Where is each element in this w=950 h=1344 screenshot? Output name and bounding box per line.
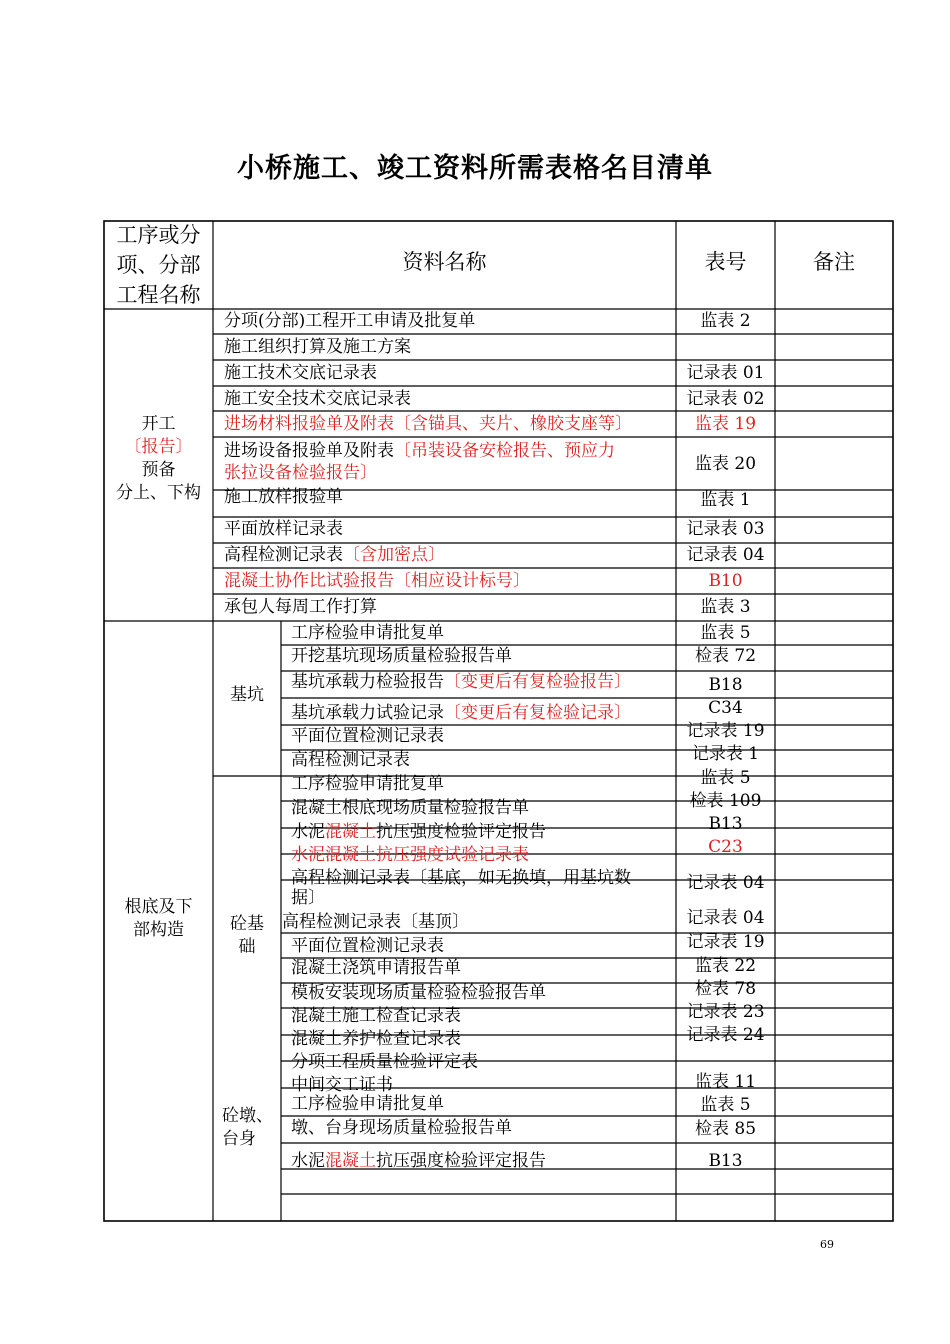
form-code: 监表 22: [694, 956, 757, 976]
form-code: 监表 19: [694, 414, 757, 434]
header-document-name: 资料名称: [402, 250, 487, 274]
table-row: 高程检测记录表〔含加密点〕: [224, 545, 445, 565]
form-code: 记录表 19: [686, 932, 765, 952]
table-row: 混凝土浇筑申请报告单: [291, 958, 461, 978]
form-code: 记录表 01: [686, 363, 765, 383]
form-code: 记录表 23: [686, 1002, 765, 1022]
table-row: 模板安装现场质量检验检验报告单: [291, 983, 546, 1003]
form-code: 检表 109: [689, 791, 762, 811]
table-row: 高程检测记录表〔基底，如无换填，用基坑数: [291, 868, 631, 888]
table-row: 施工安全技术交底记录表: [224, 389, 411, 409]
form-code: 监表 5: [700, 1095, 751, 1115]
table-row: 混凝土协作比试验报告〔相应设计标号〕: [224, 571, 530, 591]
table-row: 平面位置检测记录表: [291, 726, 444, 746]
table-row: 中间交工证书: [291, 1075, 393, 1095]
form-code: 检表 78: [694, 979, 757, 999]
form-code: 记录表 03: [686, 519, 765, 539]
form-code: B13: [708, 1151, 743, 1171]
subgroup-label-concrete-foundation: 砼基 础: [230, 914, 264, 957]
table-row: 混凝土施工检查记录表: [291, 1006, 461, 1026]
table-row: 施工组织打算及施工方案: [224, 337, 411, 357]
subgroup-label-foundation-pit: 基坑: [230, 685, 264, 705]
table-row: 工序检验申请批复单: [291, 1094, 444, 1114]
table-row: 高程检测记录表: [291, 750, 410, 770]
form-code: 记录表 02: [686, 389, 765, 409]
form-code: 检表 85: [694, 1119, 757, 1139]
table-row: 施工放样报验单: [224, 487, 343, 507]
form-code: 记录表 19: [686, 721, 765, 741]
table-row: 工序检验申请批复单: [291, 774, 444, 794]
table-row: 混凝土根底现场质量检验报告单: [291, 798, 529, 818]
form-code: B18: [708, 675, 743, 695]
table-row: 工序检验申请批复单: [291, 623, 444, 643]
form-code: 监表 5: [700, 623, 751, 643]
table-row: 承包人每周工作打算: [224, 597, 377, 617]
form-code: 记录表 04: [686, 545, 765, 565]
header-form-number: 表号: [704, 250, 747, 274]
form-code: 监表 3: [700, 597, 751, 617]
group-label-start-work: 开工 〔报告〕 预备 分上、下构: [116, 414, 201, 503]
subgroup-label-pier-abutment: 砼墩、 台身: [222, 1106, 273, 1149]
group-label-foundation-substructure: 根底及下 部构造: [124, 897, 193, 940]
table-row: 进场材料报验单及附表〔含锚具、夹片、橡胶支座等〕: [224, 414, 632, 434]
table-row: 进场设备报验单及附表〔吊装设备安检报告、预应力: [224, 441, 615, 461]
table-row: 墩、台身现场质量检验报告单: [291, 1118, 512, 1138]
form-code: 记录表 04: [686, 873, 765, 893]
form-code: C34: [708, 698, 743, 718]
table-row: 基坑承载力检验报告〔变更后有复检验报告〕: [291, 672, 631, 692]
form-code: 监表 2: [700, 311, 751, 331]
table-row: 平面放样记录表: [224, 519, 343, 539]
form-code: 检表 72: [694, 646, 757, 666]
form-code: 监表 1: [700, 490, 751, 510]
table-row: 平面位置检测记录表: [291, 936, 444, 956]
form-code: 监表 11: [694, 1072, 757, 1092]
page-number: 69: [820, 1238, 834, 1251]
table-row: 分项工程质量检验评定表: [291, 1052, 478, 1072]
table-row: 水泥混凝土抗压强度试验记录表: [291, 845, 529, 865]
page-title: 小桥施工、竣工资料所需表格名目清单: [237, 153, 713, 184]
form-code: 记录表 04: [686, 908, 765, 928]
form-code: 记录表 1: [691, 744, 760, 764]
table-row-continued: 张拉设备检验报告〕: [224, 463, 377, 483]
table-row: 分项(分部)工程开工申请及批复单: [224, 311, 476, 331]
table-row: 水泥混凝土抗压强度检验评定报告: [291, 1151, 546, 1171]
table-row: 基坑承载力试验记录〔变更后有复检验记录〕: [291, 703, 631, 723]
table-row-continued: 据〕: [291, 888, 325, 908]
table-row: 施工技术交底记录表: [224, 363, 377, 383]
header-process-name: 工序或分 项、分部 工程名称: [116, 223, 201, 307]
table-row: 开挖基坑现场质量检验报告单: [291, 646, 512, 666]
form-code: B10: [708, 571, 743, 591]
table-row: 高程检测记录表〔基顶〕: [282, 912, 469, 932]
table-row: 混凝土养护检查记录表: [291, 1029, 461, 1049]
table-row: 水泥混凝土抗压强度检验评定报告: [291, 822, 546, 842]
form-code: 记录表 24: [686, 1025, 765, 1045]
form-code: C23: [708, 837, 743, 857]
header-remarks: 备注: [813, 250, 855, 274]
form-code: 监表 20: [694, 454, 757, 474]
form-code: B13: [708, 814, 743, 834]
form-code: 监表 5: [700, 768, 751, 788]
